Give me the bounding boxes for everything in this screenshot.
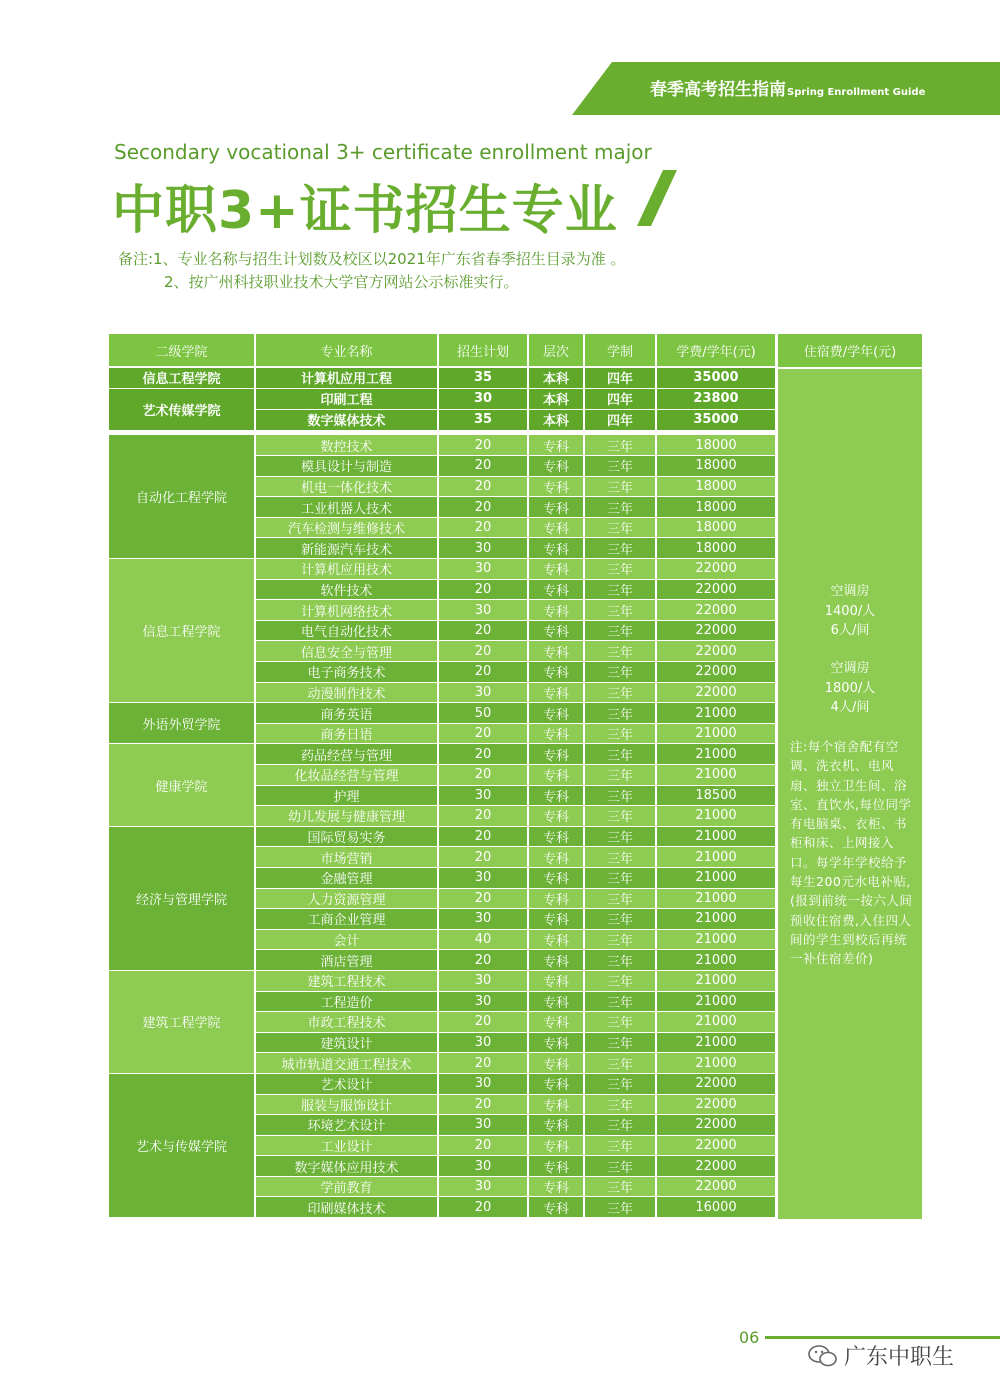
tuition-cell: 18000 — [656, 476, 776, 497]
college-cell: 自动化工程学院 — [109, 435, 255, 559]
level-cell: 专科 — [528, 744, 584, 765]
duration-cell: 三年 — [584, 497, 656, 518]
tuition-cell: 22000 — [656, 1135, 776, 1156]
major-name-cell: 数控技术 — [255, 435, 438, 456]
duration-cell: 三年 — [584, 723, 656, 744]
major-name-cell: 学前教育 — [255, 1176, 438, 1197]
level-cell: 专科 — [528, 765, 584, 786]
major-name-cell: 酒店管理 — [255, 950, 438, 971]
enrollment-plan-cell: 40 — [438, 929, 528, 950]
level-cell: 专科 — [528, 888, 584, 909]
enrollment-plan-cell: 50 — [438, 703, 528, 724]
level-cell: 本科 — [528, 409, 584, 430]
major-name-cell: 人力资源管理 — [255, 888, 438, 909]
tuition-cell: 21000 — [656, 765, 776, 786]
enrollment-plan-cell: 20 — [438, 435, 528, 456]
enrollment-plan-cell: 30 — [438, 1115, 528, 1136]
tuition-cell: 18000 — [656, 538, 776, 559]
dorm-option-2-price: 1800/人 — [824, 680, 876, 696]
table-header-cell: 层次 — [528, 334, 584, 367]
enrollment-plan-cell: 20 — [438, 1012, 528, 1033]
duration-cell: 三年 — [584, 1012, 656, 1033]
major-name-cell: 工业机器人技术 — [255, 497, 438, 518]
duration-cell: 三年 — [584, 517, 656, 538]
level-cell: 专科 — [528, 806, 584, 827]
tuition-cell: 21000 — [656, 1012, 776, 1033]
majors-table — [109, 334, 777, 1218]
duration-cell: 三年 — [584, 476, 656, 497]
duration-cell: 三年 — [584, 1176, 656, 1197]
tuition-cell: 21000 — [656, 970, 776, 991]
header-title-cn: 春季高考招生指南 — [650, 80, 786, 100]
major-name-cell: 化妆品经营与管理 — [255, 765, 438, 786]
college-cell: 艺术传媒学院 — [109, 388, 255, 430]
major-name-cell: 市政工程技术 — [255, 1012, 438, 1033]
level-cell: 专科 — [528, 497, 584, 518]
tuition-cell: 35000 — [656, 409, 776, 430]
major-name-cell: 计算机应用工程 — [255, 367, 438, 388]
subtitle-en: Secondary vocational 3+ certificate enrollment major — [114, 140, 652, 164]
duration-cell: 四年 — [584, 388, 656, 409]
enrollment-plan-cell: 30 — [438, 682, 528, 703]
college-cell: 建筑工程学院 — [109, 970, 255, 1073]
duration-cell: 三年 — [584, 456, 656, 477]
enrollment-plan-cell: 30 — [438, 388, 528, 409]
level-cell: 专科 — [528, 847, 584, 868]
enrollment-plan-cell: 20 — [438, 765, 528, 786]
level-cell: 专科 — [528, 929, 584, 950]
tuition-cell: 21000 — [656, 806, 776, 827]
major-name-cell: 计算机网络技术 — [255, 600, 438, 621]
enrollment-plan-cell: 20 — [438, 497, 528, 518]
major-name-cell: 新能源汽车技术 — [255, 538, 438, 559]
enrollment-plan-cell: 30 — [438, 1156, 528, 1177]
level-cell: 专科 — [528, 1197, 584, 1218]
level-cell: 专科 — [528, 1135, 584, 1156]
level-cell: 本科 — [528, 367, 584, 388]
major-name-cell: 数字媒体应用技术 — [255, 1156, 438, 1177]
table-row — [109, 703, 776, 724]
major-name-cell: 机电一体化技术 — [255, 476, 438, 497]
major-name-cell: 幼儿发展与健康管理 — [255, 806, 438, 827]
duration-cell: 三年 — [584, 847, 656, 868]
tuition-cell: 21000 — [656, 744, 776, 765]
major-name-cell: 模具设计与制造 — [255, 456, 438, 477]
table-row — [109, 435, 776, 456]
duration-cell: 三年 — [584, 1115, 656, 1136]
level-cell: 专科 — [528, 970, 584, 991]
level-cell: 专科 — [528, 826, 584, 847]
table-header-cell: 二级学院 — [109, 334, 255, 367]
duration-cell: 三年 — [584, 744, 656, 765]
level-cell: 专科 — [528, 703, 584, 724]
enrollment-plan-cell: 20 — [438, 1197, 528, 1218]
enrollment-plan-cell: 20 — [438, 744, 528, 765]
enrollment-plan-cell: 20 — [438, 1053, 528, 1074]
table-row — [109, 826, 776, 847]
duration-cell: 三年 — [584, 1156, 656, 1177]
major-name-cell: 电子商务技术 — [255, 662, 438, 683]
level-cell: 专科 — [528, 950, 584, 971]
duration-cell: 三年 — [584, 765, 656, 786]
major-name-cell: 艺术设计 — [255, 1073, 438, 1094]
duration-cell: 三年 — [584, 929, 656, 950]
tuition-cell: 18000 — [656, 456, 776, 477]
level-cell: 专科 — [528, 579, 584, 600]
enrollment-plan-cell: 20 — [438, 641, 528, 662]
major-name-cell: 国际贸易实务 — [255, 826, 438, 847]
duration-cell: 三年 — [584, 1032, 656, 1053]
duration-cell: 三年 — [584, 888, 656, 909]
major-name-cell: 印刷媒体技术 — [255, 1197, 438, 1218]
page-title: 中职3+证书招生专业 — [112, 181, 618, 241]
major-name-cell: 会计 — [255, 929, 438, 950]
level-cell: 专科 — [528, 641, 584, 662]
tuition-cell: 22000 — [656, 682, 776, 703]
duration-cell: 三年 — [584, 1135, 656, 1156]
tuition-cell: 21000 — [656, 703, 776, 724]
tuition-cell: 22000 — [656, 579, 776, 600]
level-cell: 专科 — [528, 1012, 584, 1033]
enrollment-plan-cell: 20 — [438, 806, 528, 827]
level-cell: 专科 — [528, 909, 584, 930]
enrollment-plan-cell: 30 — [438, 785, 528, 806]
wechat-icon — [808, 1344, 838, 1368]
tuition-cell: 18000 — [656, 497, 776, 518]
table-row — [109, 367, 776, 388]
duration-cell: 三年 — [584, 435, 656, 456]
major-name-cell: 市场营销 — [255, 847, 438, 868]
table-header-cell: 专业名称 — [255, 334, 438, 367]
duration-cell: 三年 — [584, 682, 656, 703]
dorm-option-1-size: 6人/间 — [830, 623, 870, 638]
major-name-cell: 建筑设计 — [255, 1032, 438, 1053]
duration-cell: 三年 — [584, 579, 656, 600]
level-cell: 专科 — [528, 435, 584, 456]
table-row — [109, 744, 776, 765]
level-cell: 专科 — [528, 867, 584, 888]
enrollment-plan-cell: 30 — [438, 909, 528, 930]
college-cell: 艺术与传媒学院 — [109, 1073, 255, 1217]
level-cell: 专科 — [528, 991, 584, 1012]
duration-cell: 三年 — [584, 991, 656, 1012]
enrollment-plan-cell: 35 — [438, 367, 528, 388]
table-header-cell: 学制 — [584, 334, 656, 367]
level-cell: 本科 — [528, 388, 584, 409]
tuition-cell: 22000 — [656, 620, 776, 641]
fee-header: 住宿费/学年(元) — [778, 334, 922, 369]
major-name-cell: 电气自动化技术 — [255, 620, 438, 641]
major-name-cell: 环境艺术设计 — [255, 1115, 438, 1136]
enrollment-plan-cell: 20 — [438, 847, 528, 868]
major-name-cell: 金融管理 — [255, 867, 438, 888]
enrollment-plan-cell: 20 — [438, 888, 528, 909]
enrollment-plan-cell: 20 — [438, 1135, 528, 1156]
major-name-cell: 建筑工程技术 — [255, 970, 438, 991]
major-name-cell: 商务日语 — [255, 723, 438, 744]
enrollment-plan-cell: 20 — [438, 476, 528, 497]
tuition-cell: 22000 — [656, 559, 776, 580]
enrollment-plan-cell: 35 — [438, 409, 528, 430]
college-cell: 经济与管理学院 — [109, 826, 255, 970]
tuition-cell: 22000 — [656, 1176, 776, 1197]
enrollment-plan-cell: 30 — [438, 867, 528, 888]
tuition-cell: 22000 — [656, 662, 776, 683]
tuition-cell: 21000 — [656, 950, 776, 971]
table-header-row — [109, 334, 776, 367]
duration-cell: 三年 — [584, 970, 656, 991]
duration-cell: 三年 — [584, 1053, 656, 1074]
major-name-cell: 印刷工程 — [255, 388, 438, 409]
dorm-option-1 — [778, 582, 922, 641]
level-cell: 专科 — [528, 1115, 584, 1136]
watermark — [808, 1340, 954, 1371]
title-slash-icon — [635, 170, 679, 230]
duration-cell: 三年 — [584, 1094, 656, 1115]
tuition-cell: 21000 — [656, 847, 776, 868]
tuition-cell: 23800 — [656, 388, 776, 409]
tuition-cell: 18000 — [656, 517, 776, 538]
level-cell: 专科 — [528, 517, 584, 538]
duration-cell: 三年 — [584, 620, 656, 641]
tuition-cell: 22000 — [656, 1073, 776, 1094]
duration-cell: 三年 — [584, 806, 656, 827]
major-name-cell: 动漫制作技术 — [255, 682, 438, 703]
tuition-cell: 21000 — [656, 867, 776, 888]
level-cell: 专科 — [528, 1156, 584, 1177]
dorm-option-2-size: 4人/间 — [830, 700, 870, 715]
table-row — [109, 1073, 776, 1094]
enrollment-plan-cell: 20 — [438, 1094, 528, 1115]
dorm-option-1-type: 空调房 — [830, 584, 870, 599]
page-number: 06 — [739, 1328, 760, 1347]
table-header-cell: 招生计划 — [438, 334, 528, 367]
duration-cell: 三年 — [584, 950, 656, 971]
dorm-option-2-type: 空调房 — [830, 661, 870, 676]
duration-cell: 三年 — [584, 1073, 656, 1094]
enrollment-plan-cell: 20 — [438, 826, 528, 847]
duration-cell: 三年 — [584, 703, 656, 724]
duration-cell: 三年 — [584, 662, 656, 683]
major-name-cell: 工业设计 — [255, 1135, 438, 1156]
enrollment-plan-cell: 30 — [438, 1032, 528, 1053]
note-line-2: 2、按广州科技职业技术大学官方网站公示标准实行。 — [164, 273, 519, 291]
header-banner — [572, 62, 1000, 115]
major-name-cell: 信息安全与管理 — [255, 641, 438, 662]
level-cell: 专科 — [528, 723, 584, 744]
tuition-cell: 21000 — [656, 826, 776, 847]
tuition-cell: 21000 — [656, 929, 776, 950]
duration-cell: 三年 — [584, 1197, 656, 1218]
dorm-fee-column — [778, 369, 922, 1219]
college-cell: 信息工程学院 — [109, 367, 255, 388]
tuition-cell: 21000 — [656, 888, 776, 909]
major-name-cell: 数字媒体技术 — [255, 409, 438, 430]
tuition-cell: 35000 — [656, 367, 776, 388]
tuition-cell: 16000 — [656, 1197, 776, 1218]
duration-cell: 三年 — [584, 909, 656, 930]
enrollment-plan-cell: 20 — [438, 456, 528, 477]
table-header-cell: 学费/学年(元) — [656, 334, 776, 367]
duration-cell: 三年 — [584, 641, 656, 662]
major-name-cell: 药品经营与管理 — [255, 744, 438, 765]
level-cell: 专科 — [528, 456, 584, 477]
tuition-cell: 21000 — [656, 909, 776, 930]
major-name-cell: 护理 — [255, 785, 438, 806]
duration-cell: 三年 — [584, 867, 656, 888]
tuition-cell: 21000 — [656, 723, 776, 744]
duration-cell: 三年 — [584, 600, 656, 621]
major-name-cell: 软件技术 — [255, 579, 438, 600]
major-name-cell: 汽车检测与维修技术 — [255, 517, 438, 538]
enrollment-plan-cell: 30 — [438, 970, 528, 991]
major-name-cell: 商务英语 — [255, 703, 438, 724]
dorm-option-1-price: 1400/人 — [824, 603, 876, 619]
enrollment-table — [109, 334, 922, 1218]
level-cell: 专科 — [528, 682, 584, 703]
duration-cell: 三年 — [584, 826, 656, 847]
tuition-cell: 22000 — [656, 600, 776, 621]
major-name-cell: 城市轨道交通工程技术 — [255, 1053, 438, 1074]
tuition-cell: 21000 — [656, 1032, 776, 1053]
level-cell: 专科 — [528, 1073, 584, 1094]
tuition-cell: 21000 — [656, 1053, 776, 1074]
note-line-1: 备注:1、专业名称与招生计划数及校区以2021年广东省春季招生目录为准 。 — [118, 250, 626, 268]
level-cell: 专科 — [528, 1176, 584, 1197]
duration-cell: 三年 — [584, 538, 656, 559]
duration-cell: 三年 — [584, 559, 656, 580]
level-cell: 专科 — [528, 1094, 584, 1115]
level-cell: 专科 — [528, 559, 584, 580]
level-cell: 专科 — [528, 538, 584, 559]
enrollment-plan-cell: 30 — [438, 538, 528, 559]
level-cell: 专科 — [528, 476, 584, 497]
table-row — [109, 388, 776, 409]
enrollment-plan-cell: 20 — [438, 950, 528, 971]
enrollment-plan-cell: 30 — [438, 1176, 528, 1197]
tuition-cell: 22000 — [656, 641, 776, 662]
duration-cell: 三年 — [584, 785, 656, 806]
level-cell: 专科 — [528, 620, 584, 641]
tuition-cell: 18500 — [656, 785, 776, 806]
enrollment-plan-cell: 30 — [438, 559, 528, 580]
notes — [118, 248, 626, 294]
enrollment-plan-cell: 30 — [438, 991, 528, 1012]
tuition-cell: 22000 — [656, 1094, 776, 1115]
tuition-cell: 22000 — [656, 1115, 776, 1136]
level-cell: 专科 — [528, 1032, 584, 1053]
duration-cell: 四年 — [584, 367, 656, 388]
major-name-cell: 服装与服饰设计 — [255, 1094, 438, 1115]
dorm-option-2 — [778, 659, 922, 718]
level-cell: 专科 — [528, 600, 584, 621]
college-cell: 信息工程学院 — [109, 559, 255, 703]
tuition-cell: 22000 — [656, 1156, 776, 1177]
table-row — [109, 970, 776, 991]
header-title-en: Spring Enrollment Guide — [787, 87, 926, 98]
college-cell: 外语外贸学院 — [109, 703, 255, 744]
duration-cell: 四年 — [584, 409, 656, 430]
level-cell: 专科 — [528, 785, 584, 806]
enrollment-plan-cell: 30 — [438, 600, 528, 621]
level-cell: 专科 — [528, 662, 584, 683]
tuition-cell: 21000 — [656, 991, 776, 1012]
major-name-cell: 工程造价 — [255, 991, 438, 1012]
enrollment-plan-cell: 20 — [438, 620, 528, 641]
enrollment-plan-cell: 20 — [438, 579, 528, 600]
dorm-note: 注:每个宿舍配有空调、洗衣机、电风扇、独立卫生间、浴室、直饮水,每位同学有电脑桌、衣柜、书柜和床、上网接入口。每学年学校给予每生200元水电补贴,(报到前统一按六人间预收住宿费,入住四人间的学生到校后再统一补住宿差价) — [790, 739, 913, 967]
college-cell: 健康学院 — [109, 744, 255, 826]
enrollment-plan-cell: 20 — [438, 662, 528, 683]
level-cell: 专科 — [528, 1053, 584, 1074]
major-name-cell: 工商企业管理 — [255, 909, 438, 930]
header-title — [650, 75, 925, 100]
enrollment-plan-cell: 20 — [438, 723, 528, 744]
enrollment-plan-cell: 30 — [438, 1073, 528, 1094]
table-row — [109, 559, 776, 580]
enrollment-plan-cell: 20 — [438, 517, 528, 538]
major-name-cell: 计算机应用技术 — [255, 559, 438, 580]
footer-line — [765, 1336, 1000, 1339]
watermark-text: 广东中职生 — [844, 1345, 955, 1370]
tuition-cell: 18000 — [656, 435, 776, 456]
